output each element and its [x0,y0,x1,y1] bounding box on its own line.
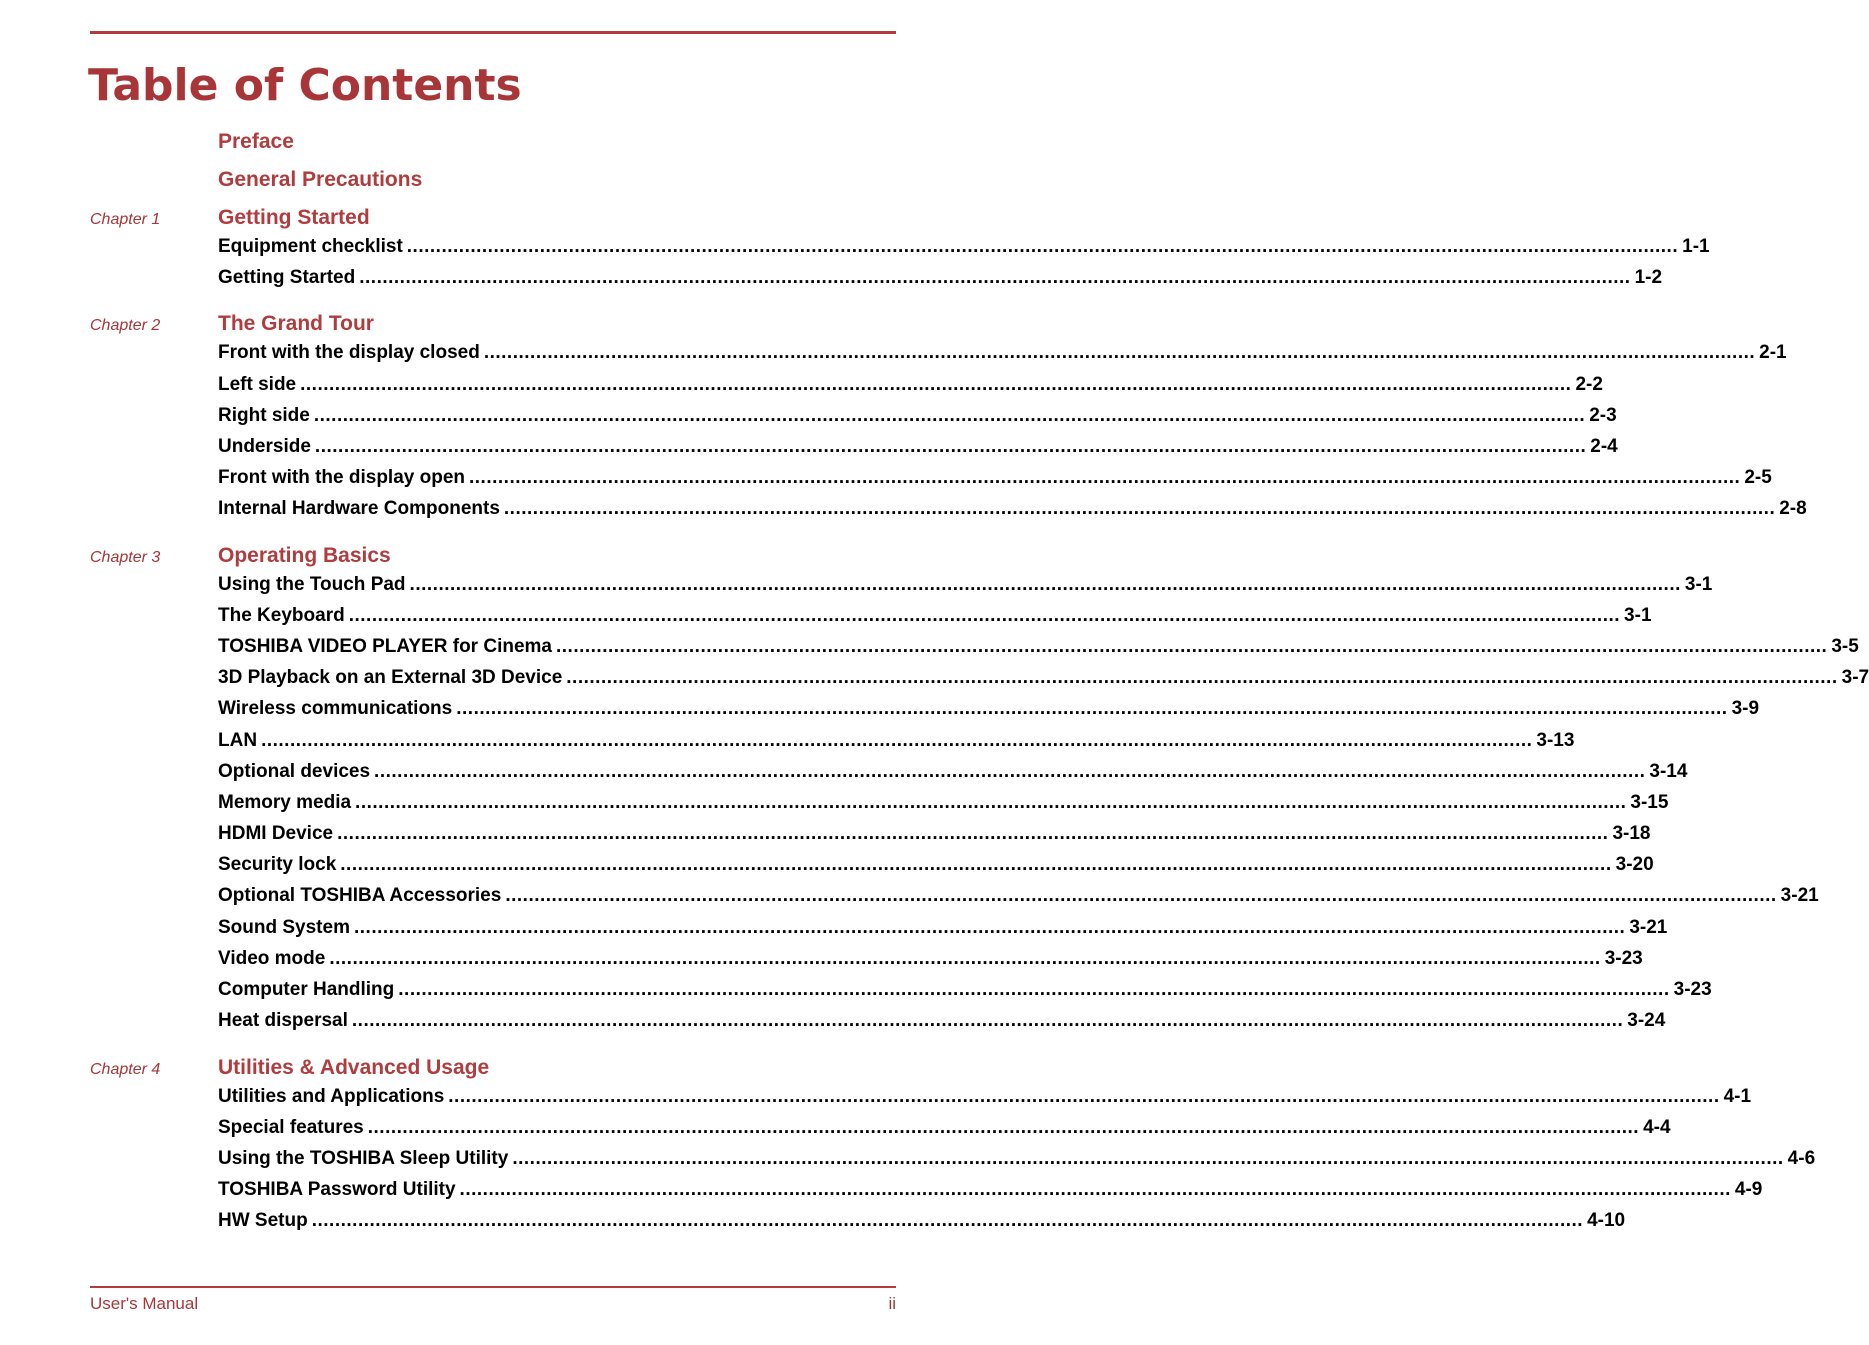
entry-title: Special features [218,1116,364,1138]
entry-page-number: 2-5 [1744,467,1772,489]
toc-entry-link[interactable] [218,1209,1626,1240]
entry-page-number: 4-4 [1643,1116,1671,1138]
toc-entry-link[interactable] [218,604,1652,635]
entry-title: Video mode [218,947,326,969]
chapter-label: Chapter 1 [90,211,161,228]
toc-entry-link[interactable] [218,697,1760,728]
entry-page-number: 3-21 [1629,916,1668,938]
section-title-link[interactable]: Utilities & Advanced Usage [218,1055,490,1079]
chapter-section [0,310,1807,541]
toc-entry-link[interactable] [218,266,1663,297]
dot-leader: ............................................................................................................................................................................................................................ [300,373,1572,395]
chapter-label: Chapter 4 [90,1060,161,1078]
entry-page-number: 3-20 [1615,854,1654,876]
entry-page-number: 3-9 [1731,698,1760,720]
toc-entry-link[interactable] [218,822,1651,853]
dot-leader: ............................................................................................................................................................................................................................ [311,1210,1584,1232]
page-title: Table of Contents [88,60,522,111]
entry-page-number: 3-18 [1612,823,1651,845]
dot-leader: ............................................................................................................................................................................................................................ [503,498,1776,520]
entry-title: 3D Playback on an External 3D Device [218,667,563,689]
dot-leader: ............................................................................................................................................................................................................................ [313,404,1586,426]
entry-title: HW Setup [218,1210,308,1232]
top-rule [90,31,896,34]
section-title-link[interactable]: The Grand Tour [218,312,374,336]
toc-entry-link[interactable] [218,497,1807,528]
dot-leader: ............................................................................................................................................................................................................................ [353,916,1626,938]
entry-title: HDMI Device [218,823,334,845]
entry-page-number: 3-14 [1649,760,1688,782]
entry-title: Internal Hardware Components [218,498,500,520]
toc-entry-link[interactable] [218,1085,1752,1116]
entry-page-number: 2-2 [1575,373,1603,395]
front-matter-section [0,166,954,204]
dot-leader: ............................................................................................................................................................................................................................ [512,1147,1784,1169]
toc-entry-link[interactable] [218,235,1710,266]
entry-title: Front with the display closed [218,342,480,364]
entry-title: Using the Touch Pad [218,573,406,595]
entry-title: Getting Started [218,267,356,289]
entry-page-number: 3-23 [1673,979,1712,1001]
toc-entry-link[interactable] [218,978,1712,1009]
entry-page-number: 3-7 [1841,667,1869,689]
entry-title: Equipment checklist [218,236,403,257]
toc-entry-link[interactable] [218,404,1617,435]
toc-entry-link[interactable] [218,341,1787,372]
entry-title: Left side [218,373,297,395]
entry-title: TOSHIBA VIDEO PLAYER for Cinema [218,635,552,657]
entry-page-number: 3-24 [1627,1010,1666,1032]
toc-entry-link[interactable] [218,884,1819,915]
dot-leader: ............................................................................................................................................................................................................................ [505,885,1777,907]
dot-leader: ............................................................................................................................................................................................................................ [314,435,1587,457]
section-title-link[interactable]: Getting Started [218,206,370,229]
chapter-section [0,542,1869,1054]
section-title-link[interactable]: General Precautions [218,168,423,191]
entry-title: Memory media [218,791,352,813]
entry-page-number: 3-13 [1536,729,1575,751]
entry-page-number: 2-3 [1589,404,1617,426]
dot-leader: ............................................................................................................................................................................................................................ [409,573,1681,595]
dot-leader: ............................................................................................................................................................................................................................ [355,791,1627,813]
entry-title: Security lock [218,854,337,876]
front-matter-section [0,128,954,166]
toc-entry-link[interactable] [218,1178,1763,1209]
entry-title: Using the TOSHIBA Sleep Utility [218,1147,509,1169]
table-of-contents [0,128,1869,1254]
entry-page-number: 4-1 [1723,1085,1752,1107]
entry-page-number: 1-1 [1682,236,1710,257]
toc-entry-link[interactable] [218,435,1618,466]
chapter-section [0,1054,1816,1254]
dot-leader: ............................................................................................................................................................................................................................ [367,1116,1640,1138]
entry-title: Optional TOSHIBA Accessories [218,885,502,907]
dot-leader: ............................................................................................................................................................................................................................ [448,1085,1720,1107]
dot-leader: ............................................................................................................................................................................................................................ [469,467,1741,489]
toc-entry-link[interactable] [218,947,1643,978]
section-title-link[interactable]: Operating Basics [218,543,391,567]
dot-leader: ............................................................................................................................................................................................................................ [329,947,1601,969]
toc-entry-link[interactable] [218,1116,1671,1147]
entry-title: The Keyboard [218,604,345,626]
dot-leader: ............................................................................................................................................................................................................................ [555,635,1828,657]
toc-entry-link[interactable] [218,635,1859,666]
chapter-section [0,204,1710,310]
entry-page-number: 4-9 [1734,1179,1763,1201]
entry-list [218,573,1869,1041]
entry-title: Front with the display open [218,467,465,489]
entry-list [218,1085,1816,1241]
section-title-link[interactable]: Preface [218,130,294,153]
entry-title: Heat dispersal [218,1010,348,1032]
toc-entry-link[interactable] [218,573,1713,604]
entry-page-number: 3-1 [1684,573,1713,595]
entry-page-number: 2-1 [1759,342,1787,364]
entry-page-number: 3-15 [1630,791,1669,813]
entry-title: LAN [218,729,258,751]
toc-entry-link[interactable] [218,760,1688,791]
dot-leader: ............................................................................................................................................................................................................................ [261,729,1533,751]
entry-title: Computer Handling [218,979,395,1001]
entry-title: Optional devices [218,760,371,782]
dot-leader: ............................................................................................................................................................................................................................ [359,267,1631,289]
dot-leader: ............................................................................................................................................................................................................................ [374,760,1646,782]
entry-page-number: 1-2 [1634,267,1663,289]
entry-list [218,235,1710,297]
entry-page-number: 3-1 [1624,604,1652,626]
toc-entry-link[interactable] [218,791,1669,822]
entry-title: Sound System [218,916,350,938]
footer-manual-label: User's Manual [90,1294,199,1313]
entry-page-number: 3-21 [1780,885,1819,907]
entry-list [218,341,1807,528]
entry-title: TOSHIBA Password Utility [218,1179,456,1201]
dot-leader: ............................................................................................................................................................................................................................ [348,604,1621,626]
entry-title: Wireless communications [218,698,453,720]
entry-page-number: 4-10 [1587,1210,1626,1232]
dot-leader: ............................................................................................................................................................................................................................ [351,1010,1624,1032]
entry-page-number: 3-23 [1604,947,1643,969]
toc-entry-link[interactable] [218,1147,1816,1178]
chapter-label: Chapter 2 [90,317,161,335]
dot-leader: ............................................................................................................................................................................................................................ [459,1179,1731,1201]
toc-entry-link[interactable] [218,729,1575,760]
entry-page-number: 2-8 [1779,498,1807,520]
footer-rule [90,1286,896,1288]
entry-title: Underside [218,435,311,457]
toc-entry-link[interactable] [218,1009,1666,1040]
toc-entry-link[interactable] [218,666,1869,697]
chapter-label: Chapter 3 [90,548,161,566]
entry-page-number: 2-4 [1590,435,1618,457]
dot-leader: ............................................................................................................................................................................................................................ [406,236,1679,257]
dot-leader: ............................................................................................................................................................................................................................ [398,979,1670,1001]
dot-leader: ............................................................................................................................................................................................................................ [456,698,1728,720]
toc-entry-link[interactable] [218,373,1603,404]
entry-title: Right side [218,404,310,426]
footer-page-number: ii [888,1294,896,1313]
toc-entry-link[interactable] [218,466,1772,497]
dot-leader: ............................................................................................................................................................................................................................ [566,667,1838,689]
dot-leader: ............................................................................................................................................................................................................................ [340,854,1612,876]
entry-title: Utilities and Applications [218,1085,445,1107]
dot-leader: ............................................................................................................................................................................................................................ [337,823,1609,845]
toc-entry-link[interactable] [218,916,1668,947]
toc-entry-link[interactable] [218,853,1654,884]
entry-page-number: 3-5 [1831,635,1859,657]
entry-page-number: 4-6 [1787,1147,1816,1169]
dot-leader: ............................................................................................................................................................................................................................ [483,342,1756,364]
